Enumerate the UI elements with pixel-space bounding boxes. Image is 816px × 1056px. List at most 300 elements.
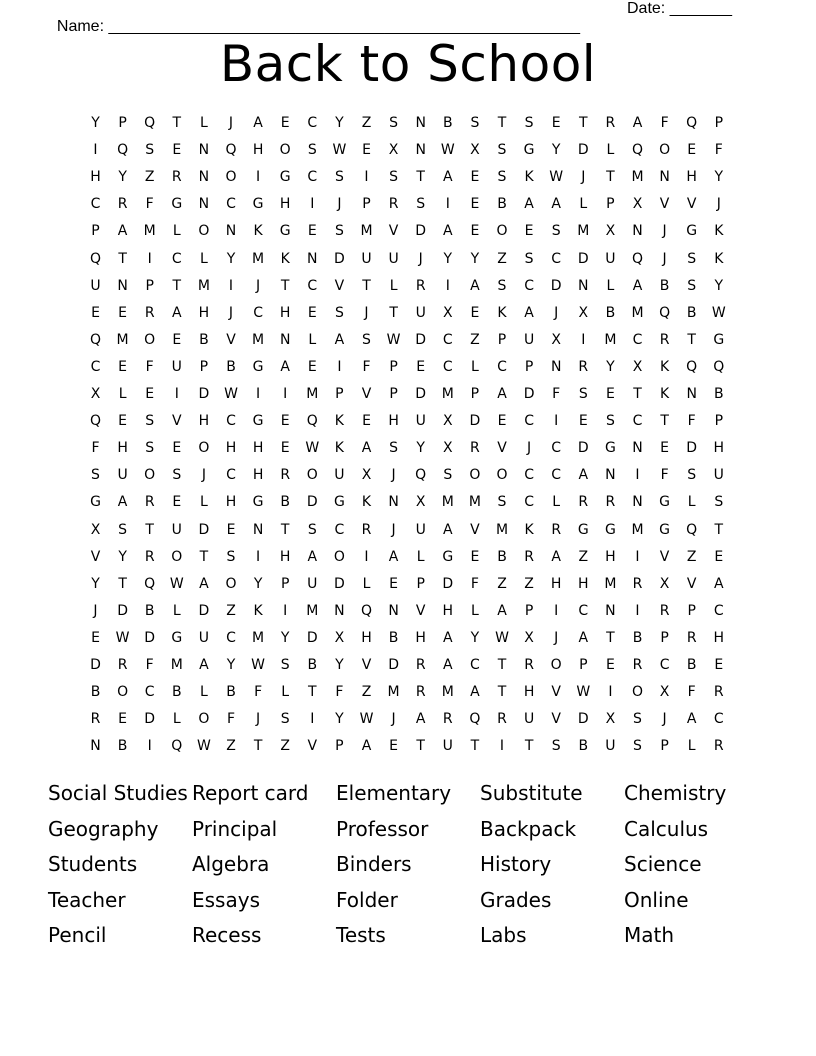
grid-letter[interactable]: E [307, 223, 317, 240]
grid-letter[interactable]: A [632, 277, 643, 294]
grid-letter[interactable]: G [252, 494, 264, 511]
grid-letter[interactable]: X [605, 711, 616, 728]
grid-letter[interactable]: I [147, 250, 152, 267]
grid-letter[interactable]: E [578, 413, 588, 430]
grid-letter[interactable]: P [145, 277, 154, 294]
grid-letter[interactable]: C [90, 358, 101, 375]
grid-letter[interactable]: I [283, 386, 288, 402]
grid-letter[interactable]: B [117, 738, 128, 755]
grid-letter[interactable]: C [226, 196, 236, 213]
grid-letter[interactable]: E [307, 304, 317, 321]
grid-letter[interactable]: P [714, 413, 724, 430]
grid-letter[interactable]: F [552, 386, 561, 402]
grid-letter[interactable]: R [713, 738, 724, 755]
grid-letter[interactable]: E [605, 386, 615, 402]
grid-letter[interactable]: S [145, 440, 155, 457]
grid-letter[interactable]: T [524, 738, 534, 755]
grid-letter[interactable]: L [199, 684, 208, 701]
grid-letter[interactable]: C [632, 413, 643, 430]
grid-letter[interactable]: Q [89, 413, 102, 430]
grid-letter[interactable]: Q [360, 602, 373, 619]
grid-letter[interactable]: S [280, 711, 290, 728]
grid-letter[interactable]: E [362, 142, 371, 159]
grid-letter[interactable]: O [171, 548, 183, 565]
grid-letter[interactable]: B [90, 684, 101, 701]
grid-letter[interactable]: Y [551, 142, 561, 159]
grid-letter[interactable]: N [605, 467, 616, 484]
grid-letter[interactable]: V [686, 196, 697, 213]
grid-letter[interactable]: R [659, 602, 670, 619]
grid-letter[interactable]: R [605, 115, 616, 131]
grid-letter[interactable]: A [117, 223, 128, 240]
grid-letter[interactable]: U [117, 467, 128, 484]
grid-letter[interactable]: V [551, 684, 561, 701]
grid-letter[interactable]: Z [470, 331, 480, 348]
grid-letter[interactable]: S [633, 738, 642, 755]
grid-letter[interactable]: R [578, 358, 589, 375]
grid-letter[interactable]: J [228, 115, 234, 131]
grid-letter[interactable]: F [91, 440, 100, 457]
grid-letter[interactable]: M [441, 494, 454, 511]
grid-letter[interactable]: H [117, 440, 128, 457]
grid-letter[interactable]: T [606, 629, 615, 646]
grid-letter[interactable]: S [524, 250, 534, 267]
grid-letter[interactable]: A [470, 684, 480, 701]
grid-letter[interactable]: Z [226, 602, 236, 619]
date-line[interactable]: Date: _______ [627, 0, 732, 17]
grid-letter[interactable]: B [171, 684, 182, 701]
grid-letter[interactable]: A [578, 467, 589, 484]
grid-letter[interactable]: P [714, 115, 724, 131]
grid-letter[interactable]: B [388, 629, 399, 646]
grid-letter[interactable]: F [687, 413, 696, 430]
grid-letter[interactable]: S [362, 331, 371, 348]
grid-letter[interactable]: Y [91, 115, 100, 131]
grid-letter[interactable]: H [225, 494, 237, 511]
grid-letter[interactable]: C [307, 169, 318, 186]
grid-letter[interactable]: S [714, 494, 724, 511]
grid-letter[interactable]: T [308, 684, 317, 701]
grid-letter[interactable]: H [605, 548, 616, 565]
grid-letter[interactable]: M [197, 277, 210, 294]
grid-letter[interactable]: L [172, 223, 181, 240]
grid-letter[interactable]: D [415, 386, 427, 402]
grid-letter[interactable]: C [226, 467, 236, 484]
grid-letter[interactable]: X [443, 304, 453, 321]
grid-letter[interactable]: P [118, 115, 127, 131]
grid-letter[interactable]: E [687, 142, 697, 159]
grid-letter[interactable]: W [224, 386, 238, 402]
grid-letter[interactable]: D [577, 142, 589, 159]
grid-letter[interactable]: S [145, 413, 155, 430]
grid-letter[interactable]: K [524, 521, 534, 538]
grid-letter[interactable]: A [443, 169, 453, 186]
grid-letter[interactable]: I [310, 711, 315, 728]
grid-letter[interactable]: C [524, 277, 534, 294]
grid-letter[interactable]: N [578, 277, 589, 294]
grid-letter[interactable]: P [524, 602, 534, 619]
grid-letter[interactable]: R [388, 196, 399, 213]
grid-letter[interactable]: S [633, 711, 642, 728]
grid-letter[interactable]: I [608, 684, 613, 701]
grid-letter[interactable]: A [524, 304, 534, 321]
grid-letter[interactable]: V [172, 413, 182, 430]
grid-letter[interactable]: X [659, 684, 670, 701]
grid-letter[interactable]: L [416, 548, 425, 565]
grid-letter[interactable]: O [550, 657, 562, 673]
grid-letter[interactable]: M [252, 250, 265, 267]
grid-letter[interactable]: S [91, 467, 100, 484]
grid-letter[interactable]: V [686, 575, 697, 592]
grid-letter[interactable]: L [687, 494, 696, 511]
grid-letter[interactable]: M [306, 602, 319, 619]
grid-letter[interactable]: B [659, 277, 670, 294]
grid-letter[interactable]: V [659, 196, 670, 213]
grid-letter[interactable]: S [524, 115, 534, 131]
grid-letter[interactable]: N [632, 494, 643, 511]
grid-letter[interactable]: K [334, 413, 344, 430]
grid-letter[interactable]: D [334, 250, 345, 267]
grid-letter[interactable]: R [470, 440, 480, 457]
grid-letter[interactable]: E [172, 440, 182, 457]
grid-letter[interactable]: G [523, 142, 535, 159]
grid-letter[interactable]: T [172, 277, 182, 294]
grid-letter[interactable]: Z [361, 684, 372, 701]
grid-letter[interactable]: S [687, 250, 697, 267]
grid-letter[interactable]: P [335, 386, 344, 402]
grid-letter[interactable]: N [198, 196, 210, 213]
grid-letter[interactable]: G [252, 196, 264, 213]
grid-letter[interactable]: W [251, 657, 266, 673]
grid-letter[interactable]: N [388, 602, 399, 619]
grid-letter[interactable]: B [578, 738, 589, 755]
grid-letter[interactable]: W [169, 575, 184, 592]
grid-letter[interactable]: B [632, 629, 643, 646]
grid-letter[interactable]: B [144, 602, 155, 619]
grid-letter[interactable]: A [551, 548, 561, 565]
grid-letter[interactable]: S [416, 196, 426, 213]
grid-letter[interactable]: D [523, 386, 535, 402]
grid-letter[interactable]: K [660, 386, 670, 402]
grid-letter[interactable]: E [660, 440, 670, 457]
grid-letter[interactable]: L [687, 738, 696, 755]
grid-letter[interactable]: C [551, 440, 562, 457]
grid-letter[interactable]: L [199, 250, 208, 267]
grid-letter[interactable]: H [279, 196, 291, 213]
grid-letter[interactable]: G [279, 169, 291, 186]
grid-letter[interactable]: N [388, 494, 399, 511]
grid-letter[interactable]: E [118, 358, 128, 375]
grid-letter[interactable]: M [441, 386, 454, 402]
grid-letter[interactable]: C [524, 413, 534, 430]
grid-letter[interactable]: C [226, 413, 236, 430]
grid-letter[interactable]: S [687, 277, 697, 294]
grid-letter[interactable]: I [93, 142, 98, 159]
grid-letter[interactable]: W [576, 684, 591, 701]
grid-letter[interactable]: A [443, 657, 453, 673]
grid-letter[interactable]: P [470, 386, 480, 402]
grid-letter[interactable]: H [198, 413, 210, 430]
grid-letter[interactable]: B [226, 358, 236, 375]
grid-letter[interactable]: L [606, 142, 615, 159]
grid-letter[interactable]: J [364, 304, 369, 321]
grid-letter[interactable]: A [388, 548, 399, 565]
grid-letter[interactable]: H [686, 169, 697, 186]
grid-letter[interactable]: T [389, 304, 398, 321]
grid-letter[interactable]: L [172, 711, 181, 728]
grid-letter[interactable]: Y [118, 169, 127, 186]
grid-letter[interactable]: D [577, 711, 589, 728]
grid-letter[interactable]: I [364, 169, 369, 186]
name-line[interactable]: Name: _____________________________________________________ [56, 18, 581, 35]
grid-letter[interactable]: I [554, 602, 559, 619]
grid-letter[interactable]: H [713, 629, 725, 646]
grid-letter[interactable]: H [198, 304, 210, 321]
grid-letter[interactable]: J [662, 223, 667, 240]
grid-letter[interactable]: N [550, 358, 562, 375]
grid-letter[interactable]: C [659, 657, 670, 673]
grid-letter[interactable]: N [632, 223, 643, 240]
grid-letter[interactable]: E [714, 657, 724, 673]
grid-letter[interactable]: Q [89, 250, 102, 267]
grid-letter[interactable]: E [470, 196, 480, 213]
grid-letter[interactable]: G [90, 494, 101, 511]
grid-letter[interactable]: D [198, 386, 210, 402]
grid-letter[interactable]: S [334, 169, 344, 186]
grid-letter[interactable]: Z [578, 548, 589, 565]
grid-letter[interactable]: S [307, 521, 317, 538]
grid-letter[interactable]: D [144, 711, 156, 728]
grid-letter[interactable]: V [90, 548, 101, 565]
grid-letter[interactable]: O [198, 440, 210, 457]
grid-letter[interactable]: F [145, 657, 154, 673]
grid-letter[interactable]: M [387, 684, 400, 701]
grid-letter[interactable]: E [280, 440, 290, 457]
grid-letter[interactable]: J [554, 304, 559, 321]
grid-letter[interactable]: Y [91, 575, 100, 592]
grid-letter[interactable]: B [199, 331, 209, 348]
grid-letter[interactable]: Q [713, 358, 725, 375]
grid-letter[interactable]: X [415, 494, 426, 511]
grid-letter[interactable]: T [416, 738, 425, 755]
grid-letter[interactable]: E [226, 521, 236, 538]
grid-letter[interactable]: L [470, 358, 479, 375]
grid-letter[interactable]: W [495, 629, 509, 646]
grid-letter[interactable]: S [226, 548, 236, 565]
grid-letter[interactable]: T [172, 115, 182, 131]
grid-letter[interactable]: T [714, 521, 724, 538]
grid-letter[interactable]: X [551, 331, 561, 348]
grid-letter[interactable]: L [308, 331, 317, 348]
grid-letter[interactable]: B [686, 304, 697, 321]
grid-letter[interactable]: S [145, 142, 155, 159]
grid-letter[interactable]: C [90, 196, 101, 213]
grid-letter[interactable]: R [442, 711, 453, 728]
grid-letter[interactable]: N [225, 223, 237, 240]
grid-letter[interactable]: V [497, 440, 507, 457]
grid-letter[interactable]: H [361, 629, 372, 646]
grid-letter[interactable]: U [307, 575, 318, 592]
grid-letter[interactable]: J [662, 711, 667, 728]
grid-letter[interactable]: A [172, 304, 182, 321]
grid-letter[interactable]: X [632, 358, 643, 375]
grid-letter[interactable]: V [361, 657, 372, 673]
grid-letter[interactable]: C [442, 358, 453, 375]
grid-letter[interactable]: K [524, 169, 534, 186]
grid-letter[interactable]: M [116, 331, 129, 348]
grid-letter[interactable]: Y [714, 169, 724, 186]
grid-letter[interactable]: F [362, 358, 371, 375]
grid-letter[interactable]: F [145, 196, 154, 213]
grid-letter[interactable]: T [280, 277, 290, 294]
grid-letter[interactable]: X [659, 575, 670, 592]
grid-letter[interactable]: Y [416, 440, 425, 457]
grid-letter[interactable]: V [415, 602, 426, 619]
grid-letter[interactable]: C [144, 684, 155, 701]
grid-letter[interactable]: U [415, 521, 426, 538]
grid-letter[interactable]: I [445, 196, 450, 213]
grid-letter[interactable]: A [686, 711, 697, 728]
grid-letter[interactable]: C [226, 629, 236, 646]
grid-letter[interactable]: I [635, 602, 640, 619]
grid-letter[interactable]: Y [335, 115, 344, 131]
grid-letter[interactable]: K [497, 304, 507, 321]
grid-letter[interactable]: K [334, 440, 344, 457]
grid-letter[interactable]: O [144, 331, 156, 348]
grid-letter[interactable]: N [605, 602, 616, 619]
grid-letter[interactable]: T [497, 684, 507, 701]
grid-letter[interactable]: E [280, 413, 290, 430]
grid-letter[interactable]: F [687, 684, 696, 701]
grid-letter[interactable]: O [631, 684, 644, 701]
grid-letter[interactable]: D [469, 413, 481, 430]
grid-letter[interactable]: R [144, 304, 155, 321]
grid-letter[interactable]: B [442, 115, 453, 131]
grid-letter[interactable]: O [279, 142, 291, 159]
grid-letter[interactable]: D [198, 602, 210, 619]
grid-letter[interactable]: X [90, 521, 101, 538]
grid-letter[interactable]: R [144, 548, 155, 565]
grid-letter[interactable]: Y [253, 575, 263, 592]
grid-letter[interactable]: K [714, 223, 724, 240]
grid-letter[interactable]: Q [469, 711, 481, 728]
grid-letter[interactable]: I [256, 169, 261, 186]
grid-letter[interactable]: H [252, 142, 264, 159]
grid-letter[interactable]: E [362, 413, 371, 430]
grid-letter[interactable]: K [253, 602, 263, 619]
grid-letter[interactable]: P [416, 575, 425, 592]
grid-letter[interactable]: M [306, 386, 319, 402]
grid-letter[interactable]: P [199, 358, 209, 375]
grid-letter[interactable]: W [359, 711, 374, 728]
grid-letter[interactable]: W [196, 738, 211, 755]
grid-letter[interactable]: C [442, 331, 453, 348]
grid-letter[interactable]: O [496, 223, 508, 240]
grid-letter[interactable]: E [118, 413, 128, 430]
grid-letter[interactable]: S [307, 142, 317, 159]
grid-letter[interactable]: C [632, 331, 643, 348]
grid-letter[interactable]: P [660, 738, 669, 755]
grid-letter[interactable]: H [279, 304, 291, 321]
grid-letter[interactable]: T [497, 657, 507, 673]
grid-letter[interactable]: W [305, 440, 320, 457]
grid-letter[interactable]: S [334, 304, 344, 321]
grid-letter[interactable]: U [605, 250, 616, 267]
grid-letter[interactable]: X [388, 142, 399, 159]
grid-letter[interactable]: G [604, 521, 616, 538]
grid-letter[interactable]: G [713, 331, 725, 348]
grid-letter[interactable]: J [391, 711, 396, 728]
grid-letter[interactable]: K [660, 358, 670, 375]
grid-letter[interactable]: C [578, 602, 589, 619]
grid-letter[interactable]: S [389, 169, 399, 186]
grid-letter[interactable]: J [554, 629, 559, 646]
grid-letter[interactable]: I [635, 548, 640, 565]
grid-letter[interactable]: F [226, 711, 236, 728]
grid-letter[interactable]: C [497, 358, 507, 375]
grid-letter[interactable]: Z [144, 169, 155, 186]
grid-letter[interactable]: H [578, 575, 589, 592]
grid-letter[interactable]: A [199, 657, 209, 673]
grid-letter[interactable]: A [280, 358, 290, 375]
grid-letter[interactable]: E [389, 575, 399, 592]
grid-letter[interactable]: Y [470, 629, 480, 646]
grid-letter[interactable]: A [524, 196, 534, 213]
grid-letter[interactable]: F [660, 467, 669, 484]
grid-letter[interactable]: H [442, 602, 454, 619]
grid-letter[interactable]: S [605, 413, 615, 430]
grid-letter[interactable]: J [527, 440, 532, 457]
grid-letter[interactable]: A [253, 115, 263, 131]
grid-letter[interactable]: N [198, 169, 210, 186]
grid-letter[interactable]: J [201, 467, 206, 484]
grid-letter[interactable]: I [174, 386, 179, 402]
grid-letter[interactable]: Y [470, 250, 480, 267]
grid-letter[interactable]: E [91, 304, 100, 321]
grid-letter[interactable]: A [551, 196, 561, 213]
grid-letter[interactable]: A [632, 115, 643, 131]
grid-letter[interactable]: T [118, 575, 127, 592]
grid-letter[interactable]: N [307, 250, 318, 267]
grid-letter[interactable]: E [551, 115, 561, 131]
grid-letter[interactable]: P [335, 738, 344, 755]
grid-letter[interactable]: B [497, 548, 507, 565]
grid-letter[interactable]: R [605, 494, 616, 511]
grid-letter[interactable]: O [198, 711, 210, 728]
grid-letter[interactable]: G [171, 196, 183, 213]
grid-letter[interactable]: J [391, 521, 396, 538]
grid-letter[interactable]: L [281, 684, 290, 701]
grid-letter[interactable]: N [415, 142, 426, 159]
grid-letter[interactable]: Z [361, 115, 372, 131]
grid-letter[interactable]: J [581, 169, 586, 186]
grid-letter[interactable]: S [497, 494, 507, 511]
grid-letter[interactable]: O [306, 467, 318, 484]
grid-letter[interactable]: C [524, 494, 534, 511]
grid-letter[interactable]: P [579, 657, 588, 673]
grid-letter[interactable]: M [441, 684, 454, 701]
grid-letter[interactable]: R [361, 521, 372, 538]
grid-letter[interactable]: I [445, 277, 450, 294]
grid-letter[interactable]: Y [280, 629, 290, 646]
grid-letter[interactable]: Q [144, 575, 156, 592]
grid-letter[interactable]: S [551, 223, 561, 240]
grid-letter[interactable]: Q [89, 331, 102, 348]
grid-letter[interactable]: G [252, 413, 264, 430]
grid-letter[interactable]: M [631, 169, 644, 186]
grid-letter[interactable]: C [524, 467, 534, 484]
grid-letter[interactable]: R [117, 196, 128, 213]
